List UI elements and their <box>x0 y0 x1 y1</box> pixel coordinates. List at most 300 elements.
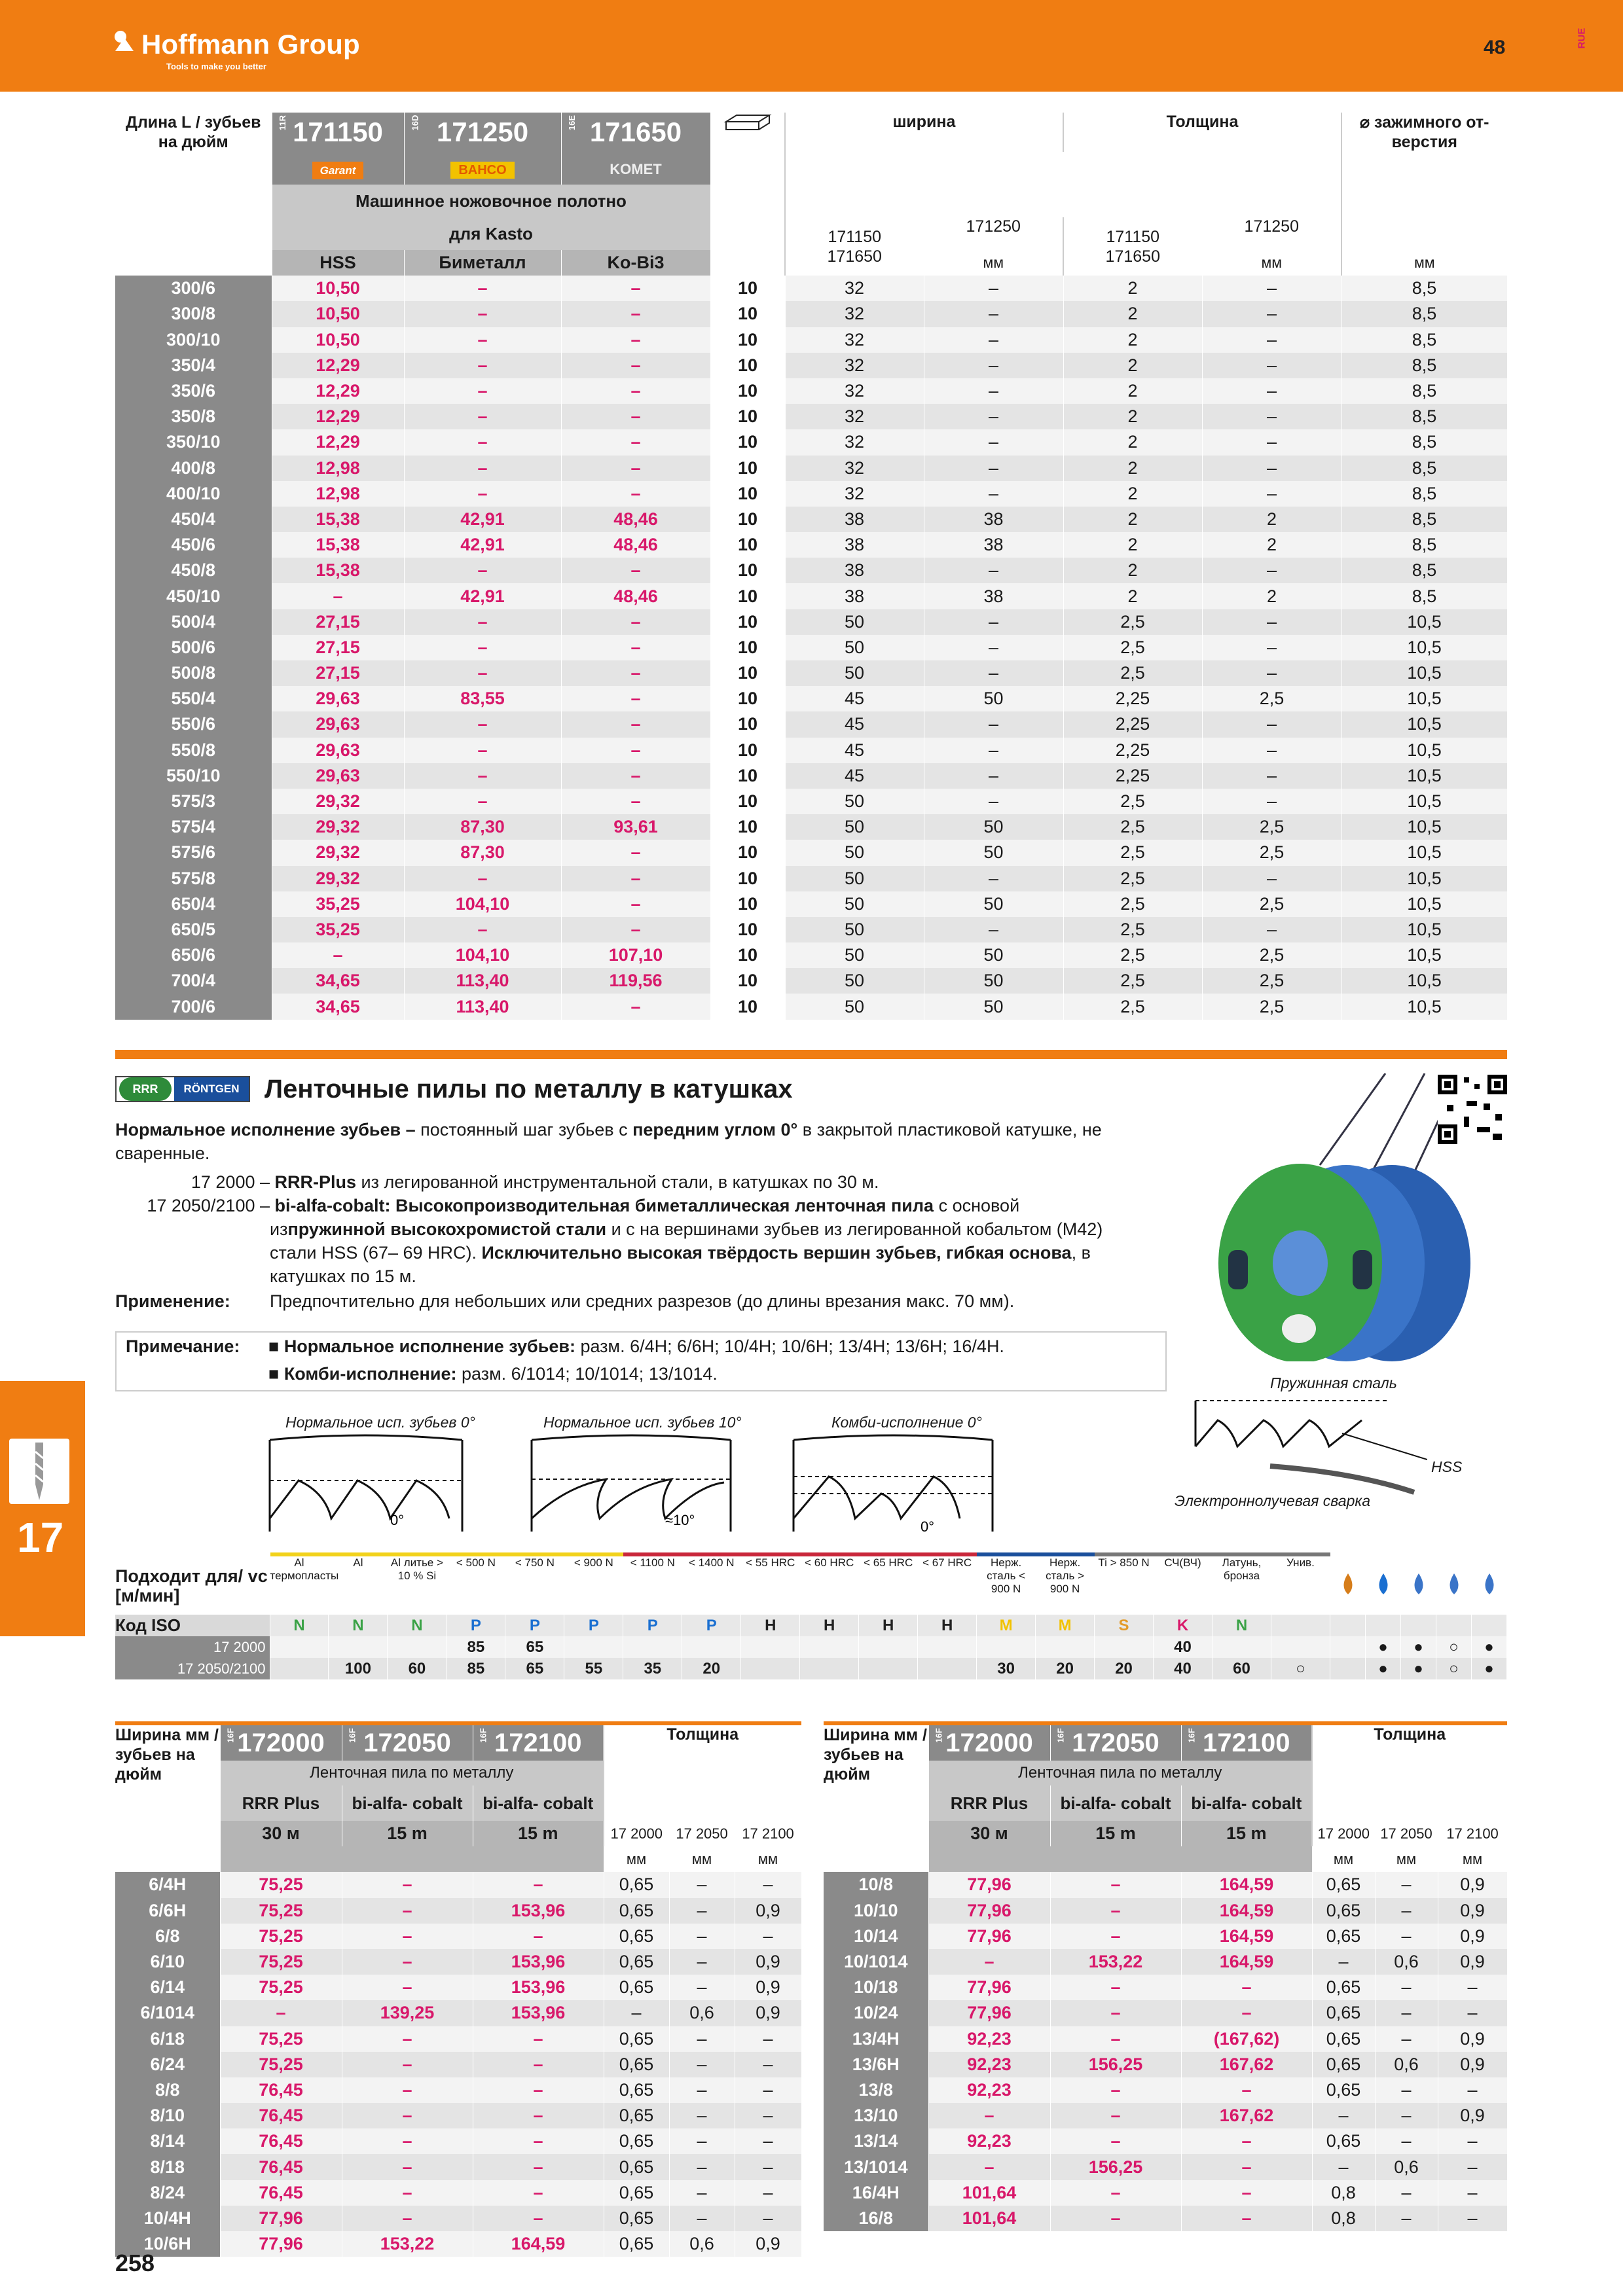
table-cell: 32 <box>785 481 924 507</box>
table-cell: – <box>561 686 710 711</box>
table-cell: – <box>669 2180 735 2206</box>
table-cell: – <box>1050 2206 1181 2231</box>
table-cell: – <box>404 635 561 660</box>
iso-code: P <box>505 1615 564 1636</box>
sub-thick-171250: 171250 <box>1202 217 1341 250</box>
row-size-cell: 350/10 <box>115 429 272 455</box>
table-cell: 10 <box>710 481 785 507</box>
table-cell: 29,32 <box>272 789 404 814</box>
table-cell: 10,5 <box>1341 635 1507 660</box>
table-row <box>115 558 1507 583</box>
table-row <box>115 301 1507 327</box>
table-cell: – <box>561 789 710 814</box>
table-cell: 50 <box>785 866 924 891</box>
drill-icon <box>9 1439 69 1504</box>
iso-code <box>1271 1615 1330 1636</box>
table-cell: – <box>669 2103 735 2128</box>
product-172100: 16F 172100 <box>473 1725 604 1761</box>
table-cell: – <box>1181 2128 1312 2154</box>
intro-paragraph: Нормальное исполнение зубьев – постоянный шаг зубьев с передним углом 0° в закрытой пластиковой катушке, не сваренные. <box>115 1120 1102 1163</box>
table-cell: – <box>1202 609 1341 635</box>
table-row <box>115 866 1507 891</box>
speed-value: 100 <box>329 1658 388 1679</box>
table-cell: – <box>473 1872 604 1897</box>
table-cell: 2,5 <box>1063 968 1202 994</box>
table-cell: 0,8 <box>1312 2180 1375 2206</box>
table-cell: 0,65 <box>604 1898 669 1924</box>
speed-value <box>1213 1636 1271 1658</box>
table-cell: 10,50 <box>272 327 404 353</box>
table-cell: 93,61 <box>561 814 710 840</box>
table-cell: 104,10 <box>404 942 561 968</box>
table-cell: – <box>1050 2000 1181 2026</box>
unit-mm: мм <box>1438 1846 1507 1872</box>
table-cell: 156,25 <box>1050 2052 1181 2077</box>
speed-value <box>800 1658 859 1679</box>
product-code: 17 2050/2100 <box>115 1658 270 1679</box>
table-cell: 32 <box>785 301 924 327</box>
table-cell: – <box>1202 378 1341 404</box>
row-size-cell: 10/18 <box>824 1975 928 2000</box>
catalog-page-number: 48 <box>1484 37 1506 58</box>
row-size-cell: 10/10 <box>824 1898 928 1924</box>
table-cell: – <box>473 2077 604 2103</box>
table-cell: 2 <box>1063 301 1202 327</box>
table-cell: – <box>1312 2154 1375 2179</box>
table-row <box>115 456 1507 481</box>
row-size-cell: 10/6H <box>115 2231 220 2257</box>
table-cell: 12,29 <box>272 378 404 404</box>
table-cell: 0,65 <box>604 1924 669 1949</box>
table-cell: 38 <box>785 558 924 583</box>
coolant-dot: ● <box>1366 1636 1401 1658</box>
weld-label: Электроннолучевая сварка <box>1175 1492 1371 1509</box>
table-cell: – <box>342 1872 473 1897</box>
speed-value <box>270 1658 329 1679</box>
table-cell: – <box>924 481 1063 507</box>
table-cell: 50 <box>924 840 1063 865</box>
table-cell: 29,32 <box>272 866 404 891</box>
table-cell: 75,25 <box>220 1872 342 1897</box>
speed-value: 30 <box>977 1658 1036 1679</box>
logo-bahco: BAHCO <box>404 152 561 185</box>
table-row <box>115 942 1507 968</box>
table-cell: – <box>924 404 1063 429</box>
table-row <box>115 2000 801 2026</box>
table-cell: – <box>669 2052 735 2077</box>
table-cell: 0,6 <box>1375 2154 1438 2179</box>
suitable-for-label: Подходит для/ vc [м/мин] <box>115 1554 270 1615</box>
table-cell: 29,63 <box>272 686 404 711</box>
table-cell: – <box>1202 327 1341 353</box>
row-size-cell: 8/24 <box>115 2180 220 2206</box>
table-cell: 8,5 <box>1341 583 1507 609</box>
table-cell: 50 <box>785 789 924 814</box>
table-cell: 15,38 <box>272 507 404 532</box>
table-cell: 0,9 <box>735 1949 801 1975</box>
table-cell: – <box>924 917 1063 942</box>
unit-mm: мм <box>1341 250 1507 276</box>
table-cell: – <box>1050 2128 1181 2154</box>
coil-saw-table-left <box>115 1721 802 2257</box>
thick-sub-172100: 17 2100 <box>1438 1821 1507 1846</box>
diagram-caption-1: Нормальное исп. зубьев 0° <box>285 1414 475 1431</box>
angle-label-1: 0° <box>390 1512 405 1528</box>
table-cell: – <box>1438 2077 1507 2103</box>
table-cell: – <box>404 456 561 481</box>
table-cell: 8,5 <box>1341 404 1507 429</box>
table-cell: – <box>561 456 710 481</box>
row-size-cell: 450/10 <box>115 583 272 609</box>
row-size-cell: 13/8 <box>824 2077 928 2103</box>
product-172050: 16F 172050 <box>1050 1725 1181 1761</box>
table-cell: – <box>561 866 710 891</box>
product-171650: 16E 171650 <box>561 113 710 152</box>
table-cell: – <box>1181 2000 1312 2026</box>
table-cell: – <box>735 2077 801 2103</box>
spacer <box>1472 1615 1507 1636</box>
table-cell: – <box>924 558 1063 583</box>
air-icon <box>1472 1554 1507 1615</box>
table-row <box>824 2154 1507 2179</box>
table-row <box>824 1949 1507 1975</box>
table-cell: – <box>1181 2180 1312 2206</box>
table-cell: 50 <box>924 891 1063 917</box>
table-cell: – <box>1438 2206 1507 2231</box>
iso-code-row <box>115 1615 1507 1636</box>
table-cell: – <box>1181 2206 1312 2231</box>
table-cell: 164,59 <box>1181 1949 1312 1975</box>
table-row <box>824 2206 1507 2231</box>
table-cell: 32 <box>785 327 924 353</box>
table-cell: 2,5 <box>1063 789 1202 814</box>
row-size-cell: 300/8 <box>115 301 272 327</box>
table-cell: 35,25 <box>272 891 404 917</box>
table-cell: 42,91 <box>404 583 561 609</box>
table-cell: – <box>404 609 561 635</box>
unit-mm: мм <box>924 250 1063 276</box>
table-cell: – <box>1375 1898 1438 1924</box>
row-size-cell: 575/3 <box>115 789 272 814</box>
row-size-cell: 10/14 <box>824 1924 928 1949</box>
row-size-cell: 16/8 <box>824 2206 928 2231</box>
table-row <box>115 2026 801 2052</box>
table-cell: 10 <box>710 686 785 711</box>
speed-value <box>800 1636 859 1658</box>
table-cell: – <box>669 2077 735 2103</box>
table-cell: – <box>604 2000 669 2026</box>
table-cell: 0,9 <box>1438 1872 1507 1897</box>
product-172000: 16F 172000 <box>928 1725 1050 1761</box>
table-cell: 48,46 <box>561 507 710 532</box>
length-15m: 15 m <box>1181 1821 1312 1846</box>
table-cell: 2 <box>1063 558 1202 583</box>
table-cell: 29,32 <box>272 840 404 865</box>
table-cell: 2 <box>1202 583 1341 609</box>
table-cell: – <box>1050 2103 1181 2128</box>
table-cell: – <box>669 2154 735 2179</box>
speed-value <box>977 1636 1036 1658</box>
row-size-cell: 575/4 <box>115 814 272 840</box>
table-cell: 10 <box>710 583 785 609</box>
table-cell: 10,50 <box>272 301 404 327</box>
row-size-cell: 700/4 <box>115 968 272 994</box>
table-cell: 10 <box>710 891 785 917</box>
table-cell: 2,5 <box>1202 994 1341 1019</box>
table-cell: – <box>669 1898 735 1924</box>
table-cell: – <box>1202 711 1341 737</box>
table-cell: 10 <box>710 738 785 763</box>
table-cell: – <box>1375 2128 1438 2154</box>
material-col-header: Нерж. сталь > 900 N <box>1036 1554 1095 1615</box>
table-cell: 0,65 <box>604 2128 669 2154</box>
table-cell: 8,5 <box>1341 378 1507 404</box>
table-cell: 0,65 <box>604 2231 669 2257</box>
table-cell: – <box>735 1872 801 1897</box>
spacer <box>1330 1658 1366 1679</box>
speed-value: 55 <box>564 1658 623 1679</box>
product-code: 17 2000 <box>115 1636 270 1658</box>
table-cell: – <box>1181 1975 1312 2000</box>
table-cell: – <box>404 763 561 789</box>
table-cell: 10,5 <box>1341 609 1507 635</box>
table-cell: 10,5 <box>1341 763 1507 789</box>
table-cell: 50 <box>785 891 924 917</box>
material-col-header: Al литье > 10 % Si <box>388 1554 447 1615</box>
table-cell: 77,96 <box>928 1898 1050 1924</box>
table-cell: 2,25 <box>1063 711 1202 737</box>
row-size-cell: 10/8 <box>824 1872 928 1897</box>
table-cell: 50 <box>785 660 924 686</box>
table-cell: 2 <box>1063 456 1202 481</box>
table-cell: 2,5 <box>1202 942 1341 968</box>
material-hss: HSS <box>272 250 404 276</box>
table-cell: – <box>561 481 710 507</box>
table-cell: 0,65 <box>604 1975 669 2000</box>
table-cell: – <box>404 327 561 353</box>
table-cell: 15,38 <box>272 558 404 583</box>
table-cell: 76,45 <box>220 2077 342 2103</box>
table-cell: – <box>735 1924 801 1949</box>
material-col-header: Латунь, бронза <box>1213 1554 1271 1615</box>
row-size-cell: 450/4 <box>115 507 272 532</box>
table-cell: 2 <box>1063 327 1202 353</box>
row-size-cell: 8/10 <box>115 2103 220 2128</box>
table-row <box>115 507 1507 532</box>
table-row <box>824 2026 1507 2052</box>
table-cell: 77,96 <box>928 1975 1050 2000</box>
table-cell: 2 <box>1063 378 1202 404</box>
table-row <box>115 378 1507 404</box>
table-cell: 2,5 <box>1202 891 1341 917</box>
table-cell: 0,9 <box>735 2231 801 2257</box>
table-row <box>115 994 1507 1019</box>
iso-code: P <box>682 1615 741 1636</box>
table-cell: 0,65 <box>1312 1924 1375 1949</box>
table-cell: 48,46 <box>561 532 710 558</box>
hss-label: HSS <box>1431 1458 1463 1475</box>
brand-tagline: Tools to make you better <box>166 62 266 71</box>
material-suitability-table <box>115 1552 1507 1679</box>
iso-code: H <box>800 1615 859 1636</box>
speed-value: 35 <box>623 1658 682 1679</box>
table-cell: – <box>561 994 710 1019</box>
table-cell: 50 <box>785 968 924 994</box>
table-cell: – <box>404 429 561 455</box>
table-cell: 10 <box>710 429 785 455</box>
coolant-dot: ● <box>1472 1636 1507 1658</box>
table-cell: 10 <box>710 507 785 532</box>
table-cell: – <box>928 2154 1050 2179</box>
table-cell: 2,5 <box>1202 814 1341 840</box>
row-size-cell: 350/6 <box>115 378 272 404</box>
brand-logo <box>115 29 360 71</box>
table-cell: 12,98 <box>272 481 404 507</box>
table-cell: 2 <box>1202 507 1341 532</box>
table-cell: – <box>561 917 710 942</box>
row-size-cell: 500/8 <box>115 660 272 686</box>
speed-value <box>623 1636 682 1658</box>
row-size-cell: 450/6 <box>115 532 272 558</box>
table-cell: 10,50 <box>272 276 404 301</box>
table-cell: 153,96 <box>473 1949 604 1975</box>
table-cell: 38 <box>785 532 924 558</box>
table-cell: 8,5 <box>1341 456 1507 481</box>
table-cell: – <box>1438 2180 1507 2206</box>
material-kobi3: Ko-Bi3 <box>561 250 710 276</box>
table-cell: – <box>735 2052 801 2077</box>
row-size-cell: 6/18 <box>115 2026 220 2052</box>
table-cell: 10 <box>710 763 785 789</box>
table-cell: – <box>1202 917 1341 942</box>
table-cell: – <box>1312 2103 1375 2128</box>
iso-code: N <box>1213 1615 1271 1636</box>
table-cell: – <box>342 2154 473 2179</box>
table-cell: – <box>404 276 561 301</box>
table-cell: – <box>669 2128 735 2154</box>
table-row <box>115 814 1507 840</box>
iso-code: N <box>388 1615 447 1636</box>
table-cell: 38 <box>924 532 1063 558</box>
table-cell: – <box>1050 1975 1181 2000</box>
table-cell: – <box>1202 660 1341 686</box>
table-cell: 77,96 <box>928 2000 1050 2026</box>
table-cell: – <box>1202 763 1341 789</box>
logo-komet: KOMET <box>561 152 710 185</box>
table-cell: 10,5 <box>1341 942 1507 968</box>
coolant-dot: ○ <box>1436 1636 1472 1658</box>
spacer <box>1436 1615 1472 1636</box>
angle-label-2: ≈10° <box>665 1512 695 1528</box>
speed-value <box>859 1658 918 1679</box>
table-row <box>115 2077 801 2103</box>
table-cell: 10 <box>710 456 785 481</box>
table-cell: 75,25 <box>220 2026 342 2052</box>
table-cell: 2,5 <box>1063 866 1202 891</box>
brand-name: Hoffmann Group <box>141 29 360 60</box>
table-cell: – <box>342 1924 473 1949</box>
table-cell: – <box>404 558 561 583</box>
material-col-header: < 1400 N <box>682 1554 741 1615</box>
table-cell: 2 <box>1063 507 1202 532</box>
sub-171250: 171250 <box>924 217 1063 250</box>
sub-171150-171650: 171150 171650 <box>785 217 924 276</box>
material-col-header: < 900 N <box>564 1554 623 1615</box>
table-cell: 113,40 <box>404 994 561 1019</box>
table-cell: 2 <box>1063 353 1202 378</box>
table-row <box>115 1975 801 2000</box>
table-row <box>115 276 1507 301</box>
table-row <box>115 2103 801 2128</box>
table-cell: – <box>561 891 710 917</box>
table-cell: 77,96 <box>928 1872 1050 1897</box>
table-cell: 0,9 <box>1438 1949 1507 1975</box>
table-cell: – <box>404 481 561 507</box>
table-cell: – <box>404 738 561 763</box>
table-cell: 75,25 <box>220 1898 342 1924</box>
table-cell: – <box>1181 2154 1312 2179</box>
table-cell: – <box>1050 1924 1181 1949</box>
table-cell: – <box>669 1924 735 1949</box>
product-172100: 16F 172100 <box>1181 1725 1312 1761</box>
row-size-cell: 650/4 <box>115 891 272 917</box>
blade-description: Машинное ножовочное полотно <box>272 185 710 217</box>
table-cell: 10 <box>710 558 785 583</box>
table-cell: 10 <box>710 635 785 660</box>
table-cell: 10 <box>710 378 785 404</box>
row-size-cell: 550/4 <box>115 686 272 711</box>
table-cell: 2,5 <box>1202 968 1341 994</box>
table-cell: 2,5 <box>1202 686 1341 711</box>
table-cell: – <box>404 789 561 814</box>
table-cell: – <box>473 2180 604 2206</box>
table-cell: – <box>1312 1949 1375 1975</box>
table-cell: 10,5 <box>1341 711 1507 737</box>
length-15m: 15 m <box>342 1821 473 1846</box>
row-size-cell: 8/18 <box>115 2154 220 2179</box>
table-cell: – <box>1438 1975 1507 2000</box>
table-cell: 10 <box>710 301 785 327</box>
row-size-cell: 6/1014 <box>115 2000 220 2026</box>
table-cell: 164,59 <box>473 2231 604 2257</box>
thick-sub-172100: 17 2100 <box>735 1821 801 1846</box>
table-cell: 87,30 <box>404 814 561 840</box>
table-cell: 164,59 <box>1181 1898 1312 1924</box>
row-size-cell: 10/1014 <box>824 1949 928 1975</box>
table-cell: – <box>342 1898 473 1924</box>
table-cell: 50 <box>924 686 1063 711</box>
table-cell: 75,25 <box>220 1949 342 1975</box>
material-header-row <box>115 1554 1507 1615</box>
table-cell: 10 <box>710 532 785 558</box>
table-cell: 8,5 <box>1341 353 1507 378</box>
speed-value: 85 <box>447 1658 505 1679</box>
table-cell: 0,65 <box>1312 1898 1375 1924</box>
table-cell: – <box>561 404 710 429</box>
table-cell: 45 <box>785 763 924 789</box>
coolant-dot: ● <box>1401 1636 1436 1658</box>
table-cell: 156,25 <box>1050 2154 1181 2179</box>
table-cell: 10,5 <box>1341 891 1507 917</box>
row-size-cell: 6/6H <box>115 1898 220 1924</box>
table-cell: 32 <box>785 276 924 301</box>
table-cell: – <box>924 789 1063 814</box>
table-cell: 2 <box>1063 429 1202 455</box>
table-cell: 50 <box>924 968 1063 994</box>
table-cell: 107,10 <box>561 942 710 968</box>
table-cell: 10 <box>710 660 785 686</box>
table-cell: 27,15 <box>272 660 404 686</box>
